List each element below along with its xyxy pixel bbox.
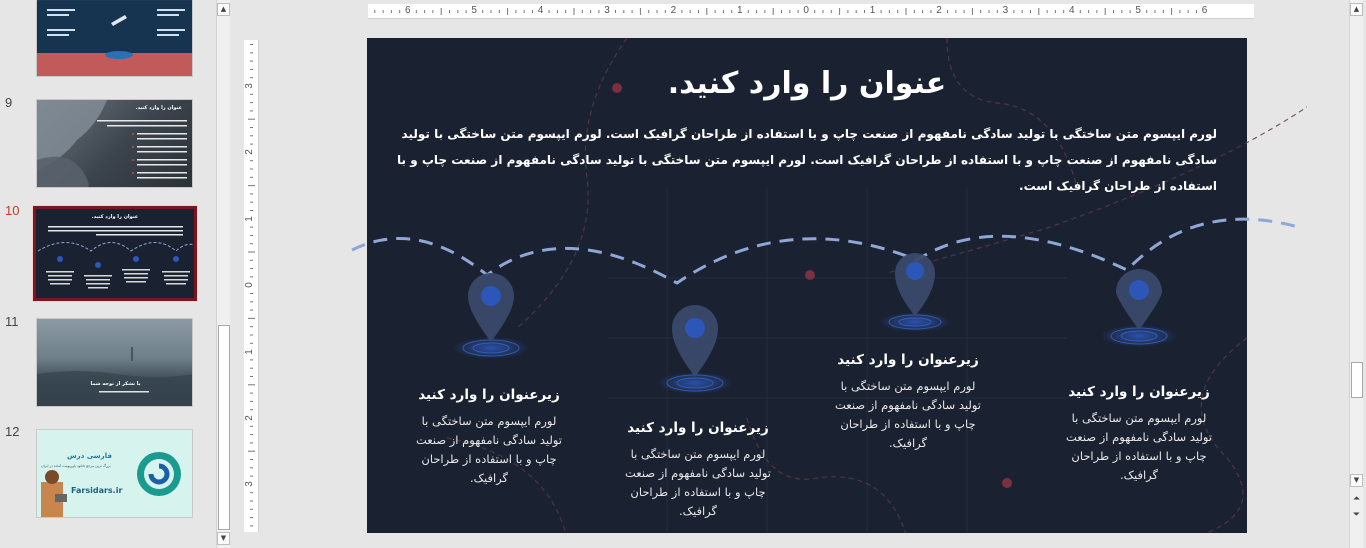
thumbnail-scrollbar[interactable] bbox=[216, 0, 230, 548]
brand-tagline: بزرگ ترین مرجع دانلود پاورپوینت آماده در ایران bbox=[41, 464, 111, 468]
card-text: لورم ایپسوم متن ساختگی با تولید سادگی نامفهوم از صنعت چاپ و با استفاده از طراحان گرافیک. bbox=[625, 447, 771, 518]
card-text: لورم ایپسوم متن ساختگی با تولید سادگی نامفهوم از صنعت چاپ و با استفاده از طراحان گرافیک. bbox=[416, 414, 562, 485]
scroll-down-button[interactable]: ▼ bbox=[217, 532, 230, 545]
ruler-label: 5 bbox=[1135, 5, 1141, 16]
slide-number: 10 bbox=[5, 203, 20, 218]
slide-thumbnail-10[interactable] bbox=[33, 206, 197, 301]
ruler-label: 4 bbox=[537, 5, 544, 16]
previous-slide-button[interactable]: ⏶ bbox=[1352, 494, 1361, 504]
ruler-label: 1 bbox=[243, 216, 255, 222]
card-title: زیرعنوان را وارد کنید bbox=[1068, 384, 1210, 400]
slide-body-text[interactable]: لورم ایپسوم متن ساختگی با تولید سادگی نامفهوم از صنعت چاپ و با استفاده از طراحان گرافیک است. لورم ایپسوم متن ساختگی با تولید سادگی نامفهوم از صنعت چاپ و با استفاده از طراحان گرافیک است. لورم ایپسوم متن ساختگی با تولید سادگی نامفهوم از صنعت چاپ و با استفاده از طراحان گرافیک است. bbox=[397, 127, 1217, 193]
slide-thumbnail-11[interactable] bbox=[36, 318, 193, 407]
map-pin-1 bbox=[453, 273, 529, 359]
ruler-label: 1 bbox=[243, 348, 255, 355]
subtitle-card-3[interactable] bbox=[828, 352, 988, 453]
scroll-up-button[interactable]: ▲ bbox=[1350, 3, 1363, 16]
subtitle-card-4[interactable] bbox=[1059, 384, 1219, 485]
slide-thumbnail-12[interactable] bbox=[36, 429, 193, 518]
slide-editor bbox=[234, 0, 1340, 548]
ruler-label: 3 bbox=[1002, 5, 1009, 16]
ruler-label: 4 bbox=[1069, 5, 1075, 16]
card-title: زیرعنوان را وارد کنید bbox=[627, 420, 769, 436]
thumbnail-title: با تشکر از توجه شما bbox=[90, 381, 141, 387]
subtitle-card-1[interactable] bbox=[409, 387, 569, 488]
card-title: زیرعنوان را وارد کنید bbox=[418, 387, 560, 403]
ruler-label: 6 bbox=[1201, 5, 1208, 16]
ruler-label: 2 bbox=[936, 5, 942, 16]
scrollbar-thumb[interactable] bbox=[218, 325, 230, 530]
ruler-label: 0 bbox=[243, 282, 255, 288]
ruler-label: 3 bbox=[604, 5, 610, 16]
ruler-label: 2 bbox=[243, 149, 255, 156]
ruler-label: 6 bbox=[405, 5, 411, 16]
scroll-down-button[interactable]: ▼ bbox=[1350, 474, 1363, 487]
slide-number: 11 bbox=[5, 314, 19, 329]
ruler-label: 2 bbox=[670, 5, 677, 16]
ruler-label: 3 bbox=[243, 481, 255, 488]
brand-name: فارسی درس bbox=[67, 452, 112, 460]
slide-thumbnail-pane bbox=[0, 0, 216, 548]
slide-canvas[interactable] bbox=[367, 38, 1247, 533]
slide-thumbnail-8[interactable] bbox=[36, 0, 193, 77]
slide-number: 12 bbox=[5, 424, 20, 439]
editor-scrollbar[interactable] bbox=[1349, 0, 1363, 548]
card-title: زیرعنوان را وارد کنید bbox=[837, 352, 979, 368]
card-text: لورم ایپسوم متن ساختگی با تولید سادگی نامفهوم از صنعت چاپ و با استفاده از طراحان گرافیک. bbox=[1066, 411, 1212, 482]
slide-title[interactable]: عنوان را وارد کنید. bbox=[667, 66, 947, 101]
slide-number: 9 bbox=[5, 95, 13, 110]
vertical-ruler bbox=[244, 40, 259, 532]
horizontal-ruler bbox=[368, 4, 1254, 19]
ruler-label: 3 bbox=[243, 83, 255, 89]
card-text: لورم ایپسوم متن ساختگی با تولید سادگی نامفهوم از صنعت چاپ و با استفاده از طراحان گرافیک. bbox=[835, 379, 981, 450]
slide-thumbnail-9[interactable] bbox=[36, 99, 193, 188]
map-pin-4 bbox=[1101, 269, 1177, 347]
thumbnail-title: عنوان را وارد کنید. bbox=[91, 214, 139, 220]
ruler-label: 0 bbox=[803, 5, 809, 16]
map-pin-3 bbox=[879, 253, 951, 332]
brand-url: Farsidars.ir bbox=[71, 486, 123, 495]
ruler-label: 5 bbox=[471, 5, 477, 16]
ruler-label: 1 bbox=[737, 5, 743, 16]
ruler-label: 2 bbox=[243, 415, 255, 421]
scrollbar-thumb[interactable] bbox=[1351, 362, 1363, 398]
map-pin-2 bbox=[657, 305, 733, 394]
subtitle-card-2[interactable] bbox=[618, 420, 778, 521]
next-slide-button[interactable]: ⏷ bbox=[1352, 510, 1361, 520]
ruler-label: 1 bbox=[869, 5, 876, 16]
thumbnail-title: عنوان را وارد کنید. bbox=[135, 105, 182, 111]
scroll-up-button[interactable]: ▲ bbox=[217, 3, 230, 16]
